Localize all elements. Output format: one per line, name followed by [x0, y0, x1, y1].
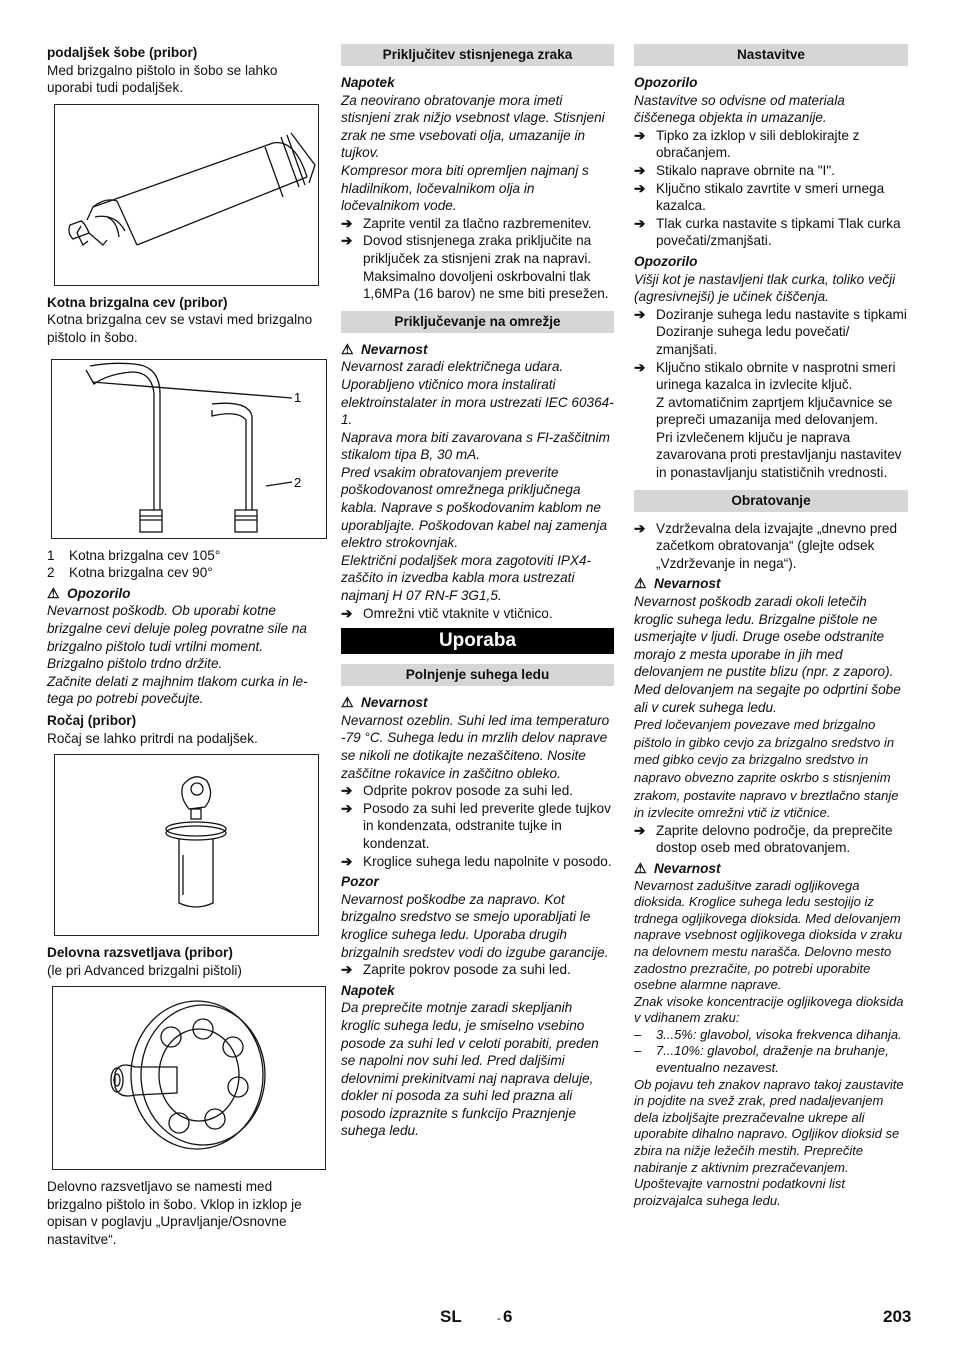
- right-arrow-icon: ➔: [341, 233, 353, 249]
- danger-text-2: Naprava mora biti zavarovana s FI-zaščitnim stikalom tipa B, 30 mA.: [341, 429, 610, 463]
- operation-header: Obratovanje: [634, 490, 908, 512]
- work-light-image: [53, 987, 325, 1169]
- instruction-step: [634, 822, 908, 857]
- step-text: Kroglice suhega ledu napolnite v posodo.: [363, 853, 612, 869]
- step-text: Tlak curka nastavite s tipkami Tlak curka povečati/zmanjšati.: [656, 215, 901, 249]
- right-arrow-icon: ➔: [634, 822, 646, 838]
- danger-text: Nevarnost zadušitve zaradi ogljikovega dioksida. Kroglice suhega ledu sestojijo iz trdnega ogljikovega dioksida. Med delovanjem naprave vsebnost ogljikovega dioksida v zraku na delovnem mestu narašča. Delovno mesto zadostno prezračite, po potrebi uporabite osebne alarmne naprave.: [634, 877, 903, 993]
- step-text: Dovod stisnjenega zraka priključite na priključek za stisnjeni zrak na napravi. Maksimalno dovoljeni oskrbovalni tlak 1,6MPa (16 barov) ne sme biti presežen.: [363, 233, 609, 302]
- nozzle-extension-image: [55, 105, 318, 285]
- warning-heading: [47, 585, 322, 603]
- note-text-2: Kompresor mora biti opremljen najmanj s hladilnikom, ločevalnikom olja in ločevalnikom vode.: [341, 162, 589, 214]
- right-arrow-icon: ➔: [341, 853, 353, 869]
- handle-title: Ročaj (pribor): [47, 712, 137, 728]
- instruction-step: [341, 605, 614, 623]
- dash-bullet: –: [634, 1026, 642, 1042]
- warning-text-2: Začnite delati z majhnim tlakom curka in le-tega po potrebi povečujte.: [47, 673, 308, 707]
- mains-connection-header: Priključevanje na omrežje: [341, 311, 614, 333]
- warning-text: Nevarnost poškodb. Ob uporabi kotne brizgalne cevi deluje poleg povratne sile na brizgalno pištolo tudi vrtilni moment. Brizgalno pištolo trdno držite.: [47, 603, 307, 672]
- right-arrow-icon: ➔: [634, 127, 646, 143]
- nozzle-extension-figure: [54, 104, 319, 286]
- right-arrow-icon: ➔: [341, 800, 353, 816]
- right-arrow-icon: ➔: [341, 605, 353, 621]
- instruction-step: [634, 359, 908, 394]
- danger-text: Nevarnost zaradi električnega udara. Uporabljeno vtičnico mora instalirati elektroinstalater in mora ustrezati IEC 60364-1.: [341, 359, 614, 428]
- instruction-step: [634, 162, 908, 180]
- angled-tube-text: Kotna brizgalna cev se vstavi med brizgalno pištolo in šobo.: [47, 312, 313, 345]
- nozzle-extension-text: Med brizgalno pištolo in šobo se lahko uporabi tudi podaljšek.: [47, 62, 278, 96]
- instruction-step: [634, 306, 908, 359]
- legend-text: Kotna brizgalna cev 90°: [69, 565, 213, 581]
- instruction-step: [634, 215, 908, 250]
- work-light-title: Delovna razsvetljava (pribor): [47, 945, 233, 961]
- step-text: Doziranje suhega ledu nastavite s tipkami Doziranje suhega ledu povečati/ zmanjšati.: [656, 306, 907, 357]
- section-page-number: 6: [503, 1307, 513, 1326]
- instruction-step: [341, 215, 614, 233]
- step-info: Z avtomatičnim zaprtjem ključavnice se prepreči umazanija med delovanjem.: [656, 394, 893, 428]
- page-number: 203: [883, 1307, 912, 1326]
- legend-number: 1: [47, 547, 55, 563]
- step-text: Omrežni vtič vtaknite v vtičnico.: [363, 605, 553, 621]
- legend-item: [47, 547, 322, 565]
- language-code: SL: [440, 1307, 462, 1326]
- warning-triangle-icon: ⚠: [634, 575, 647, 592]
- warning-triangle-icon: ⚠: [634, 859, 647, 876]
- danger-heading: [341, 694, 614, 712]
- left-column: [47, 44, 322, 1249]
- work-light-figure: [52, 986, 326, 1170]
- page-dash: -: [497, 1311, 501, 1325]
- caution-title: Pozor: [341, 874, 379, 890]
- right-arrow-icon: ➔: [634, 162, 646, 178]
- step-info: Pri izvlečenem ključu je naprava zavarovana proti prestavljanju nastavitev in ponastavljanju statističnih vrednosti.: [656, 429, 902, 481]
- danger-title: Nevarnost: [654, 860, 721, 876]
- symptom-text: 3...5%: glavobol, visoka frekvenca dihanja.: [656, 1026, 902, 1042]
- step-text: Zaprite delovno področje, da preprečite dostop oseb med obratovanjem.: [656, 822, 893, 856]
- page-footer: [0, 1307, 954, 1329]
- step-text: Posodo za suhi led preverite glede tujkov in kondenzata, odstranite tujke in kondenzat.: [363, 800, 611, 851]
- danger-heading: [341, 341, 614, 359]
- angled-tube-figure: [51, 359, 327, 539]
- figure-label-1: 1: [294, 389, 302, 405]
- right-arrow-icon: ➔: [634, 306, 646, 322]
- settings-header: Nastavitve: [634, 44, 908, 66]
- warning-title: Opozorilo: [634, 75, 698, 90]
- fill-dry-ice-header: Polnjenje suhega ledu: [341, 664, 614, 686]
- danger-title: Nevarnost: [654, 576, 721, 592]
- note-text: Da preprečite motnje zaradi skepljanih kroglic suhega ledu, je smiselno vsebino posode za suhi led v celoti porabiti, preden se napolni nov suhi led. Pred daljšimi delovnimi prekinitvami naj naprava deluje, dokler ni posoda za suhi led prazna ali posodo izpraznite s funkcijo Praznjenje suhega ledu.: [341, 1000, 599, 1139]
- right-arrow-icon: ➔: [634, 520, 646, 536]
- step-text: Vzdrževalna dela izvajajte „dnevno pred začetkom obratovanja“ (glejte odsek „Vzdrževanje in nega“).: [656, 520, 898, 571]
- warning-triangle-icon: ⚠: [341, 694, 354, 711]
- legend-text: Kotna brizgalna cev 105°: [69, 547, 221, 563]
- handle-text: Ročaj se lahko pritrdi na podaljšek.: [47, 730, 258, 746]
- symptom-item: [634, 1043, 908, 1076]
- step-text: Zaprite pokrov posode za suhi led.: [363, 962, 571, 978]
- dash-bullet: –: [634, 1043, 642, 1059]
- warning-title: Opozorilo: [634, 253, 698, 269]
- right-arrow-icon: ➔: [634, 359, 646, 375]
- right-arrow-icon: ➔: [341, 962, 353, 978]
- right-arrow-icon: ➔: [341, 215, 353, 231]
- instruction-step: [341, 782, 614, 800]
- note-title: Napotek: [341, 75, 395, 90]
- work-light-text: Delovno razsvetljavo se namesti med brizgalno pištolo in šobo. Vklop in izklop je opisan v poglavju „Upravljanje/Osnovne nastavitve“.: [47, 1179, 302, 1248]
- step-text: Tipko za izklop v sili deblokirajte z obračanjem.: [656, 127, 860, 161]
- symptom-text: 7...10%: glavobol, draženje na bruhanje, eventualno nezavest.: [656, 1043, 889, 1076]
- angled-tube-title: Kotna brizgalna cev (pribor): [47, 294, 228, 310]
- right-column: [634, 44, 908, 1209]
- instruction-step: [341, 800, 614, 853]
- warning-text: Višji kot je nastavljeni tlak curka, toliko večji (agresivnejši) je učinek čiščenja.: [634, 271, 896, 305]
- danger-text-2: Znak visoke koncentracije ogljikovega dioksida v vdihanem zraku:: [634, 993, 904, 1026]
- right-arrow-icon: ➔: [634, 215, 646, 231]
- instruction-step: [341, 853, 614, 871]
- caution-text: Nevarnost poškodbe za napravo. Kot brizgalno sredstvo se smejo uporabljati le kroglice suhega ledu. Uporaba drugih brizgalnih sredstev vodi do izgube garancije.: [341, 891, 609, 960]
- right-arrow-icon: ➔: [634, 180, 646, 196]
- warning-triangle-icon: ⚠: [341, 340, 354, 357]
- danger-text-4: Upoštevajte varnostni podatkovni list proizvajalca suhega ledu.: [634, 1176, 846, 1208]
- instruction-step: [634, 520, 908, 573]
- warning-title: Opozorilo: [67, 585, 131, 601]
- section-page: [497, 1307, 512, 1327]
- handle-figure: [54, 754, 319, 936]
- chapter-title: Uporaba: [341, 628, 614, 654]
- instruction-step: [634, 127, 908, 162]
- note-text: Za neovirano obratovanje mora imeti stisnjeni zrak nižjo vsebnost vlage. Stisnjeni zrak ne sme vsebovati olja, umazanije in tujkov.: [341, 92, 605, 161]
- danger-text-3: Pred vsakim obratovanjem preverite poškodovanost omrežnega priključnega kabla. Naprave s poškodovanim kablom ne uporabljajte. Poškodovan kabel naj zamenja elektro strokovnjak.: [341, 464, 608, 551]
- right-arrow-icon: ➔: [341, 783, 353, 799]
- instruction-step: [341, 961, 614, 979]
- step-text: Stikalo naprave obrnite na "I".: [656, 162, 835, 178]
- step-text: Ključno stikalo obrnite v nasprotni smeri urinega kazalca in izvlecite ključ.: [656, 359, 896, 393]
- middle-column: [341, 44, 614, 1140]
- step-text: Odprite pokrov posode za suhi led.: [363, 783, 574, 799]
- instruction-step: [341, 232, 614, 302]
- legend-number: 2: [47, 565, 55, 581]
- danger-text: Nevarnost ozeblin. Suhi led ima temperaturo -79 °C. Suhega ledu in mrzlih delov naprave se nikoli ne dotikajte nezaščiteno. Nosite zaščitne rokavice in zaščitno obleko.: [341, 712, 610, 781]
- note-title: Napotek: [341, 982, 395, 998]
- handle-image: [55, 755, 318, 935]
- danger-heading: [634, 860, 908, 878]
- symptom-item: [634, 1027, 908, 1044]
- compressed-air-header: Priključitev stisnjenega zraka: [341, 44, 614, 66]
- danger-text-3: Ob pojavu teh znakov napravo takoj zaustavite in pojdite na svež zrak, pred nadaljevanjem dela izboljšajte prezračevalne ukrepe ali uporabite dihalno napravo. Ogljikov dioksid se zbira na nižje ležečih mestih. Preprečite nabiranje z aktivnim prezračevanjem.: [634, 1076, 904, 1175]
- danger-text-2: Med delovanjem na segajte po odprtini šobe ali v curek suhega ledu.: [634, 682, 901, 715]
- danger-text-3: Pred ločevanjem povezave med brizgalno pištolo in gibko cevjo za brizgalno sredstvo in med gibko cevjo za brizgalno sredstvo in napravo obvezno zaprite oskrbo s stisnjenim zrakom, postavite napravo v breztlačno stanje in izvlecite omrežni vtič iz vtičnice.: [634, 717, 899, 821]
- danger-title: Nevarnost: [361, 341, 428, 357]
- danger-title: Nevarnost: [361, 695, 428, 711]
- angled-tubes-image: [52, 360, 326, 538]
- step-text: Ključno stikalo zavrtite v smeri urnega kazalca.: [656, 180, 885, 214]
- figure-label-2: 2: [294, 474, 302, 490]
- danger-text-4: Električni podaljšek mora zagotoviti IPX4-zaščito in izvedba kabla mora ustrezati najmanj H 07 RN-F 3G1,5.: [341, 552, 592, 604]
- warning-triangle-icon: ⚠: [47, 584, 60, 601]
- danger-heading: [634, 575, 908, 593]
- instruction-step: [634, 180, 908, 215]
- danger-text: Nevarnost poškodb zaradi okoli letečih kroglic suhega ledu. Brizgalne pištole ne usmerjajte v ljudi. Druge osebe odstranite morajo z mesta uporabe in jih med delovanjem ne pustite blizu (npr. z zaporo).: [634, 594, 894, 680]
- legend-item: [47, 564, 322, 582]
- nozzle-extension-title: podaljšek šobe (pribor): [47, 45, 198, 60]
- step-text: Zaprite ventil za tlačno razbremenitev.: [363, 215, 592, 231]
- work-light-subtitle: (le pri Advanced brizgalni pištoli): [47, 962, 242, 978]
- warning-text: Nastavitve so odvisne od materiala čiščenega objekta in umazanije.: [634, 92, 845, 126]
